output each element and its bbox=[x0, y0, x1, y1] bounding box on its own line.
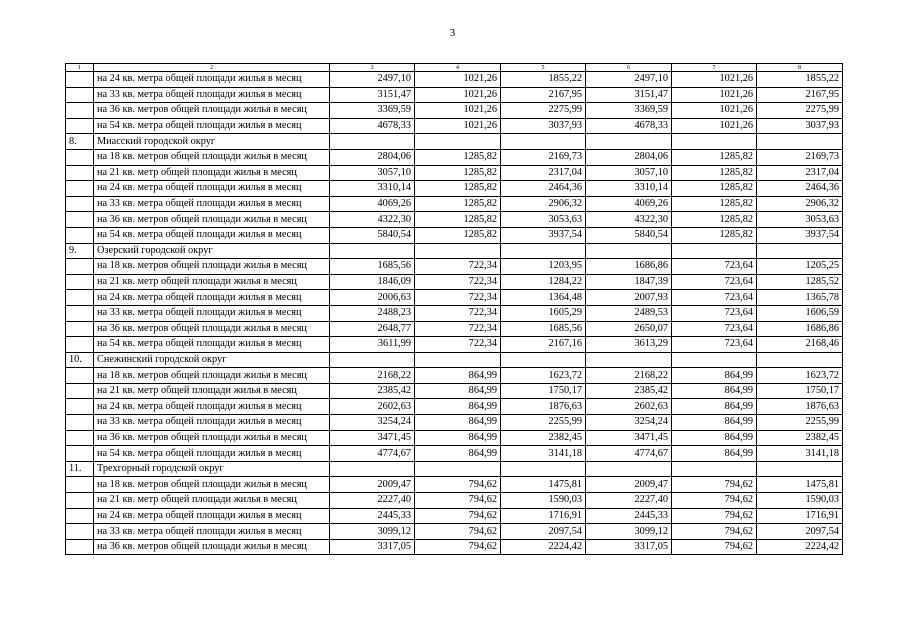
value-cell: 2167,95 bbox=[501, 87, 586, 103]
table-row bbox=[66, 259, 843, 275]
row-number-cell bbox=[66, 72, 94, 88]
column-number: 1 bbox=[66, 64, 94, 72]
value-cell: 723,64 bbox=[672, 274, 757, 290]
value-cell: 2445,33 bbox=[586, 508, 672, 524]
value-cell: 4322,30 bbox=[586, 212, 672, 228]
value-cell: 722,34 bbox=[415, 274, 501, 290]
row-number-cell: 10. bbox=[66, 352, 94, 368]
table-row bbox=[66, 274, 843, 290]
value-cell: 3310,14 bbox=[586, 181, 672, 197]
value-cell: 722,34 bbox=[415, 290, 501, 306]
row-number-cell bbox=[66, 212, 94, 228]
value-cell: 1285,82 bbox=[672, 165, 757, 181]
value-cell: 1285,82 bbox=[672, 181, 757, 197]
row-number-cell bbox=[66, 383, 94, 399]
tariff-table bbox=[65, 63, 843, 555]
value-cell: 1716,91 bbox=[757, 508, 843, 524]
value-cell bbox=[415, 243, 501, 259]
value-cell: 722,34 bbox=[415, 305, 501, 321]
value-cell bbox=[757, 461, 843, 477]
table-row bbox=[66, 383, 843, 399]
value-cell: 1285,82 bbox=[415, 227, 501, 243]
column-number: 6 bbox=[586, 64, 672, 72]
row-number-cell bbox=[66, 493, 94, 509]
row-number-cell bbox=[66, 87, 94, 103]
value-cell: 1475,81 bbox=[501, 477, 586, 493]
column-number: 5 bbox=[501, 64, 586, 72]
table-row bbox=[66, 415, 843, 431]
value-cell: 1285,82 bbox=[672, 196, 757, 212]
value-cell: 723,64 bbox=[672, 290, 757, 306]
value-cell bbox=[330, 134, 415, 150]
table-row bbox=[66, 477, 843, 493]
value-cell bbox=[330, 243, 415, 259]
value-cell: 723,64 bbox=[672, 337, 757, 353]
value-cell: 1285,82 bbox=[672, 227, 757, 243]
value-cell: 2906,32 bbox=[757, 196, 843, 212]
value-cell: 1623,72 bbox=[757, 368, 843, 384]
value-cell: 2317,04 bbox=[501, 165, 586, 181]
row-number-cell bbox=[66, 118, 94, 134]
value-cell bbox=[330, 461, 415, 477]
norm-description-cell: на 18 кв. метров общей площади жилья в месяц bbox=[94, 259, 330, 275]
value-cell: 1364,48 bbox=[501, 290, 586, 306]
value-cell: 1285,82 bbox=[415, 181, 501, 197]
value-cell: 4069,26 bbox=[330, 196, 415, 212]
value-cell: 2168,46 bbox=[757, 337, 843, 353]
value-cell bbox=[672, 243, 757, 259]
value-cell: 2169,73 bbox=[501, 149, 586, 165]
value-cell: 1021,26 bbox=[415, 118, 501, 134]
value-cell bbox=[586, 134, 672, 150]
value-cell: 864,99 bbox=[672, 430, 757, 446]
value-cell: 1685,56 bbox=[501, 321, 586, 337]
value-cell: 2224,42 bbox=[757, 539, 843, 555]
value-cell: 864,99 bbox=[672, 446, 757, 462]
value-cell: 2275,99 bbox=[757, 103, 843, 119]
value-cell: 864,99 bbox=[672, 399, 757, 415]
value-cell: 3057,10 bbox=[586, 165, 672, 181]
value-cell: 722,34 bbox=[415, 259, 501, 275]
value-cell: 1021,26 bbox=[415, 87, 501, 103]
value-cell: 1475,81 bbox=[757, 477, 843, 493]
value-cell: 1685,56 bbox=[330, 259, 415, 275]
value-cell: 1021,26 bbox=[672, 103, 757, 119]
value-cell: 794,62 bbox=[415, 524, 501, 540]
value-cell: 794,62 bbox=[672, 524, 757, 540]
value-cell: 2168,22 bbox=[586, 368, 672, 384]
value-cell: 1021,26 bbox=[415, 72, 501, 88]
value-cell: 2650,07 bbox=[586, 321, 672, 337]
value-cell bbox=[415, 352, 501, 368]
value-cell bbox=[501, 134, 586, 150]
value-cell: 4678,33 bbox=[330, 118, 415, 134]
row-number-cell bbox=[66, 524, 94, 540]
value-cell: 3471,45 bbox=[330, 430, 415, 446]
column-number-row bbox=[66, 64, 843, 72]
norm-description-cell: на 36 кв. метров общей площади жилья в месяц bbox=[94, 321, 330, 337]
column-number: 4 bbox=[415, 64, 501, 72]
norm-description-cell: на 33 кв. метра общей площади жилья в месяц bbox=[94, 87, 330, 103]
norm-description-cell: на 24 кв. метра общей площади жилья в месяц bbox=[94, 508, 330, 524]
table-row bbox=[66, 118, 843, 134]
norm-description-cell: на 24 кв. метра общей площади жилья в месяц bbox=[94, 290, 330, 306]
column-number: 7 bbox=[672, 64, 757, 72]
value-cell: 2382,45 bbox=[757, 430, 843, 446]
norm-description-cell: на 36 кв. метров общей площади жилья в месяц bbox=[94, 539, 330, 555]
value-cell: 3369,59 bbox=[586, 103, 672, 119]
value-cell: 3099,12 bbox=[330, 524, 415, 540]
value-cell bbox=[672, 352, 757, 368]
value-cell: 1876,63 bbox=[757, 399, 843, 415]
norm-description-cell: на 24 кв. метра общей площади жилья в месяц bbox=[94, 181, 330, 197]
norm-description-cell: на 54 кв. метра общей площади жилья в месяц bbox=[94, 227, 330, 243]
value-cell: 864,99 bbox=[415, 368, 501, 384]
row-number-cell bbox=[66, 181, 94, 197]
value-cell: 2009,47 bbox=[330, 477, 415, 493]
value-cell: 1847,39 bbox=[586, 274, 672, 290]
row-number-cell bbox=[66, 165, 94, 181]
value-cell: 4322,30 bbox=[330, 212, 415, 228]
value-cell: 3613,29 bbox=[586, 337, 672, 353]
value-cell: 2804,06 bbox=[586, 149, 672, 165]
value-cell: 1846,09 bbox=[330, 274, 415, 290]
norm-description-cell: на 54 кв. метра общей площади жилья в месяц bbox=[94, 337, 330, 353]
value-cell: 3037,93 bbox=[501, 118, 586, 134]
value-cell bbox=[672, 461, 757, 477]
row-number-cell bbox=[66, 415, 94, 431]
value-cell: 1285,82 bbox=[672, 149, 757, 165]
table-row bbox=[66, 524, 843, 540]
row-number-cell bbox=[66, 103, 94, 119]
column-number: 2 bbox=[94, 64, 330, 72]
value-cell: 1285,82 bbox=[415, 212, 501, 228]
table-row bbox=[66, 87, 843, 103]
value-cell: 1285,82 bbox=[415, 196, 501, 212]
value-cell: 3369,59 bbox=[330, 103, 415, 119]
norm-description-cell: на 21 кв. метр общей площади жилья в месяц bbox=[94, 493, 330, 509]
value-cell: 722,34 bbox=[415, 321, 501, 337]
district-name-cell: Озерский городской округ bbox=[94, 243, 330, 259]
value-cell: 3141,18 bbox=[501, 446, 586, 462]
norm-description-cell: на 33 кв. метра общей площади жилья в месяц bbox=[94, 305, 330, 321]
value-cell: 4774,67 bbox=[586, 446, 672, 462]
value-cell: 3053,63 bbox=[501, 212, 586, 228]
value-cell: 2169,73 bbox=[757, 149, 843, 165]
value-cell: 864,99 bbox=[415, 383, 501, 399]
row-number-cell bbox=[66, 196, 94, 212]
norm-description-cell: на 18 кв. метров общей площади жилья в месяц bbox=[94, 368, 330, 384]
value-cell bbox=[672, 134, 757, 150]
value-cell: 2167,95 bbox=[757, 87, 843, 103]
value-cell: 1686,86 bbox=[757, 321, 843, 337]
value-cell: 2464,36 bbox=[501, 181, 586, 197]
norm-description-cell: на 36 кв. метров общей площади жилья в месяц bbox=[94, 430, 330, 446]
value-cell: 794,62 bbox=[415, 493, 501, 509]
value-cell: 794,62 bbox=[672, 539, 757, 555]
value-cell: 5840,54 bbox=[330, 227, 415, 243]
value-cell bbox=[501, 352, 586, 368]
value-cell: 4774,67 bbox=[330, 446, 415, 462]
value-cell: 2255,99 bbox=[757, 415, 843, 431]
value-cell: 1021,26 bbox=[672, 72, 757, 88]
value-cell: 1750,17 bbox=[757, 383, 843, 399]
page-number: 3 bbox=[449, 27, 456, 39]
value-cell: 3151,47 bbox=[330, 87, 415, 103]
value-cell: 4069,26 bbox=[586, 196, 672, 212]
value-cell: 2009,47 bbox=[586, 477, 672, 493]
value-cell: 3471,45 bbox=[586, 430, 672, 446]
table-row bbox=[66, 72, 843, 88]
table-row bbox=[66, 430, 843, 446]
table-row bbox=[66, 149, 843, 165]
norm-description-cell: на 54 кв. метра общей площади жилья в месяц bbox=[94, 446, 330, 462]
value-cell: 4678,33 bbox=[586, 118, 672, 134]
value-cell: 794,62 bbox=[415, 539, 501, 555]
table-row bbox=[66, 493, 843, 509]
norm-description-cell: на 18 кв. метров общей площади жилья в месяц bbox=[94, 477, 330, 493]
norm-description-cell: на 24 кв. метра общей площади жилья в месяц bbox=[94, 72, 330, 88]
section-row bbox=[66, 352, 843, 368]
value-cell: 3053,63 bbox=[757, 212, 843, 228]
district-name-cell: Снежинский городской округ bbox=[94, 352, 330, 368]
value-cell: 2167,16 bbox=[501, 337, 586, 353]
value-cell: 3317,05 bbox=[586, 539, 672, 555]
value-cell: 3611,99 bbox=[330, 337, 415, 353]
value-cell: 2497,10 bbox=[330, 72, 415, 88]
value-cell: 2097,54 bbox=[501, 524, 586, 540]
value-cell bbox=[501, 461, 586, 477]
value-cell: 794,62 bbox=[672, 477, 757, 493]
value-cell bbox=[415, 461, 501, 477]
table-row bbox=[66, 165, 843, 181]
row-number-cell bbox=[66, 321, 94, 337]
row-number-cell bbox=[66, 227, 94, 243]
value-cell: 794,62 bbox=[672, 493, 757, 509]
norm-description-cell: на 18 кв. метров общей площади жилья в месяц bbox=[94, 149, 330, 165]
value-cell: 2255,99 bbox=[501, 415, 586, 431]
value-cell: 2006,63 bbox=[330, 290, 415, 306]
value-cell: 2602,63 bbox=[586, 399, 672, 415]
table-row bbox=[66, 368, 843, 384]
norm-description-cell: на 33 кв. метра общей площади жилья в месяц bbox=[94, 415, 330, 431]
value-cell bbox=[586, 352, 672, 368]
value-cell: 1876,63 bbox=[501, 399, 586, 415]
value-cell: 2382,45 bbox=[501, 430, 586, 446]
value-cell: 3057,10 bbox=[330, 165, 415, 181]
value-cell: 864,99 bbox=[415, 430, 501, 446]
row-number-cell bbox=[66, 539, 94, 555]
norm-description-cell: на 21 кв. метр общей площади жилья в месяц bbox=[94, 274, 330, 290]
value-cell: 5840,54 bbox=[586, 227, 672, 243]
table-body bbox=[66, 64, 843, 555]
value-cell: 1285,82 bbox=[415, 165, 501, 181]
value-cell: 1623,72 bbox=[501, 368, 586, 384]
row-number-cell bbox=[66, 337, 94, 353]
value-cell: 1686,86 bbox=[586, 259, 672, 275]
value-cell: 1855,22 bbox=[757, 72, 843, 88]
value-cell bbox=[757, 134, 843, 150]
norm-description-cell: на 33 кв. метра общей площади жилья в месяц bbox=[94, 524, 330, 540]
value-cell: 2224,42 bbox=[501, 539, 586, 555]
row-number-cell: 11. bbox=[66, 461, 94, 477]
norm-description-cell: на 33 кв. метра общей площади жилья в месяц bbox=[94, 196, 330, 212]
value-cell: 1205,25 bbox=[757, 259, 843, 275]
value-cell: 3141,18 bbox=[757, 446, 843, 462]
value-cell: 2097,54 bbox=[757, 524, 843, 540]
value-cell: 2906,32 bbox=[501, 196, 586, 212]
value-cell: 794,62 bbox=[415, 477, 501, 493]
table-row bbox=[66, 321, 843, 337]
value-cell: 864,99 bbox=[415, 446, 501, 462]
table-row bbox=[66, 508, 843, 524]
value-cell: 2227,40 bbox=[330, 493, 415, 509]
row-number-cell: 9. bbox=[66, 243, 94, 259]
table-row bbox=[66, 539, 843, 555]
table-row bbox=[66, 196, 843, 212]
section-row bbox=[66, 461, 843, 477]
row-number-cell bbox=[66, 446, 94, 462]
value-cell: 1285,52 bbox=[757, 274, 843, 290]
value-cell bbox=[757, 352, 843, 368]
value-cell: 2489,53 bbox=[586, 305, 672, 321]
row-number-cell bbox=[66, 477, 94, 493]
value-cell: 1284,22 bbox=[501, 274, 586, 290]
row-number-cell bbox=[66, 274, 94, 290]
value-cell: 2497,10 bbox=[586, 72, 672, 88]
row-number-cell bbox=[66, 399, 94, 415]
norm-description-cell: на 54 кв. метра общей площади жилья в месяц bbox=[94, 118, 330, 134]
value-cell: 3151,47 bbox=[586, 87, 672, 103]
section-row bbox=[66, 243, 843, 259]
value-cell: 1021,26 bbox=[672, 118, 757, 134]
value-cell: 794,62 bbox=[415, 508, 501, 524]
norm-description-cell: на 21 кв. метр общей площади жилья в месяц bbox=[94, 165, 330, 181]
value-cell: 2007,93 bbox=[586, 290, 672, 306]
value-cell: 3937,54 bbox=[757, 227, 843, 243]
row-number-cell bbox=[66, 508, 94, 524]
value-cell bbox=[501, 243, 586, 259]
table-row bbox=[66, 290, 843, 306]
row-number-cell bbox=[66, 305, 94, 321]
table-row bbox=[66, 103, 843, 119]
value-cell: 2385,42 bbox=[586, 383, 672, 399]
row-number-cell bbox=[66, 430, 94, 446]
row-number-cell bbox=[66, 368, 94, 384]
value-cell: 1716,91 bbox=[501, 508, 586, 524]
table-row bbox=[66, 227, 843, 243]
row-number-cell bbox=[66, 259, 94, 275]
value-cell: 1203,95 bbox=[501, 259, 586, 275]
value-cell: 1750,17 bbox=[501, 383, 586, 399]
norm-description-cell: на 21 кв. метр общей площади жилья в месяц bbox=[94, 383, 330, 399]
value-cell: 3037,93 bbox=[757, 118, 843, 134]
value-cell: 864,99 bbox=[415, 415, 501, 431]
value-cell: 2385,42 bbox=[330, 383, 415, 399]
value-cell bbox=[586, 243, 672, 259]
value-cell: 1021,26 bbox=[672, 87, 757, 103]
value-cell: 3310,14 bbox=[330, 181, 415, 197]
value-cell: 1855,22 bbox=[501, 72, 586, 88]
value-cell: 794,62 bbox=[672, 508, 757, 524]
value-cell: 1285,82 bbox=[415, 149, 501, 165]
value-cell: 1285,82 bbox=[672, 212, 757, 228]
value-cell: 864,99 bbox=[415, 399, 501, 415]
value-cell: 2227,40 bbox=[586, 493, 672, 509]
value-cell: 723,64 bbox=[672, 259, 757, 275]
district-name-cell: Трехгорный городской округ bbox=[94, 461, 330, 477]
row-number-cell: 8. bbox=[66, 134, 94, 150]
district-name-cell: Миасский городской округ bbox=[94, 134, 330, 150]
value-cell: 2488,23 bbox=[330, 305, 415, 321]
value-cell: 2317,04 bbox=[757, 165, 843, 181]
value-cell: 3254,24 bbox=[586, 415, 672, 431]
value-cell: 3937,54 bbox=[501, 227, 586, 243]
value-cell bbox=[586, 461, 672, 477]
value-cell: 723,64 bbox=[672, 321, 757, 337]
row-number-cell bbox=[66, 149, 94, 165]
value-cell: 864,99 bbox=[672, 383, 757, 399]
value-cell: 1021,26 bbox=[415, 103, 501, 119]
value-cell: 1590,03 bbox=[757, 493, 843, 509]
column-number: 3 bbox=[330, 64, 415, 72]
value-cell: 722,34 bbox=[415, 337, 501, 353]
value-cell: 2445,33 bbox=[330, 508, 415, 524]
value-cell: 1606,59 bbox=[757, 305, 843, 321]
value-cell: 2275,99 bbox=[501, 103, 586, 119]
section-row bbox=[66, 134, 843, 150]
table-row bbox=[66, 181, 843, 197]
value-cell: 2602,63 bbox=[330, 399, 415, 415]
table-row bbox=[66, 446, 843, 462]
row-number-cell bbox=[66, 290, 94, 306]
value-cell: 1590,03 bbox=[501, 493, 586, 509]
value-cell: 1605,29 bbox=[501, 305, 586, 321]
value-cell bbox=[330, 352, 415, 368]
value-cell: 864,99 bbox=[672, 415, 757, 431]
value-cell bbox=[415, 134, 501, 150]
value-cell bbox=[757, 243, 843, 259]
norm-description-cell: на 36 кв. метров общей площади жилья в месяц bbox=[94, 103, 330, 119]
norm-description-cell: на 36 кв. метров общей площади жилья в месяц bbox=[94, 212, 330, 228]
table-row bbox=[66, 305, 843, 321]
value-cell: 3317,05 bbox=[330, 539, 415, 555]
value-cell: 864,99 bbox=[672, 368, 757, 384]
table-row bbox=[66, 337, 843, 353]
value-cell: 2648,77 bbox=[330, 321, 415, 337]
value-cell: 1365,78 bbox=[757, 290, 843, 306]
table-row bbox=[66, 399, 843, 415]
column-number: 8 bbox=[757, 64, 843, 72]
value-cell: 2168,22 bbox=[330, 368, 415, 384]
table-row bbox=[66, 212, 843, 228]
value-cell: 3254,24 bbox=[330, 415, 415, 431]
value-cell: 723,64 bbox=[672, 305, 757, 321]
value-cell: 2464,36 bbox=[757, 181, 843, 197]
value-cell: 2804,06 bbox=[330, 149, 415, 165]
value-cell: 3099,12 bbox=[586, 524, 672, 540]
norm-description-cell: на 24 кв. метра общей площади жилья в месяц bbox=[94, 399, 330, 415]
